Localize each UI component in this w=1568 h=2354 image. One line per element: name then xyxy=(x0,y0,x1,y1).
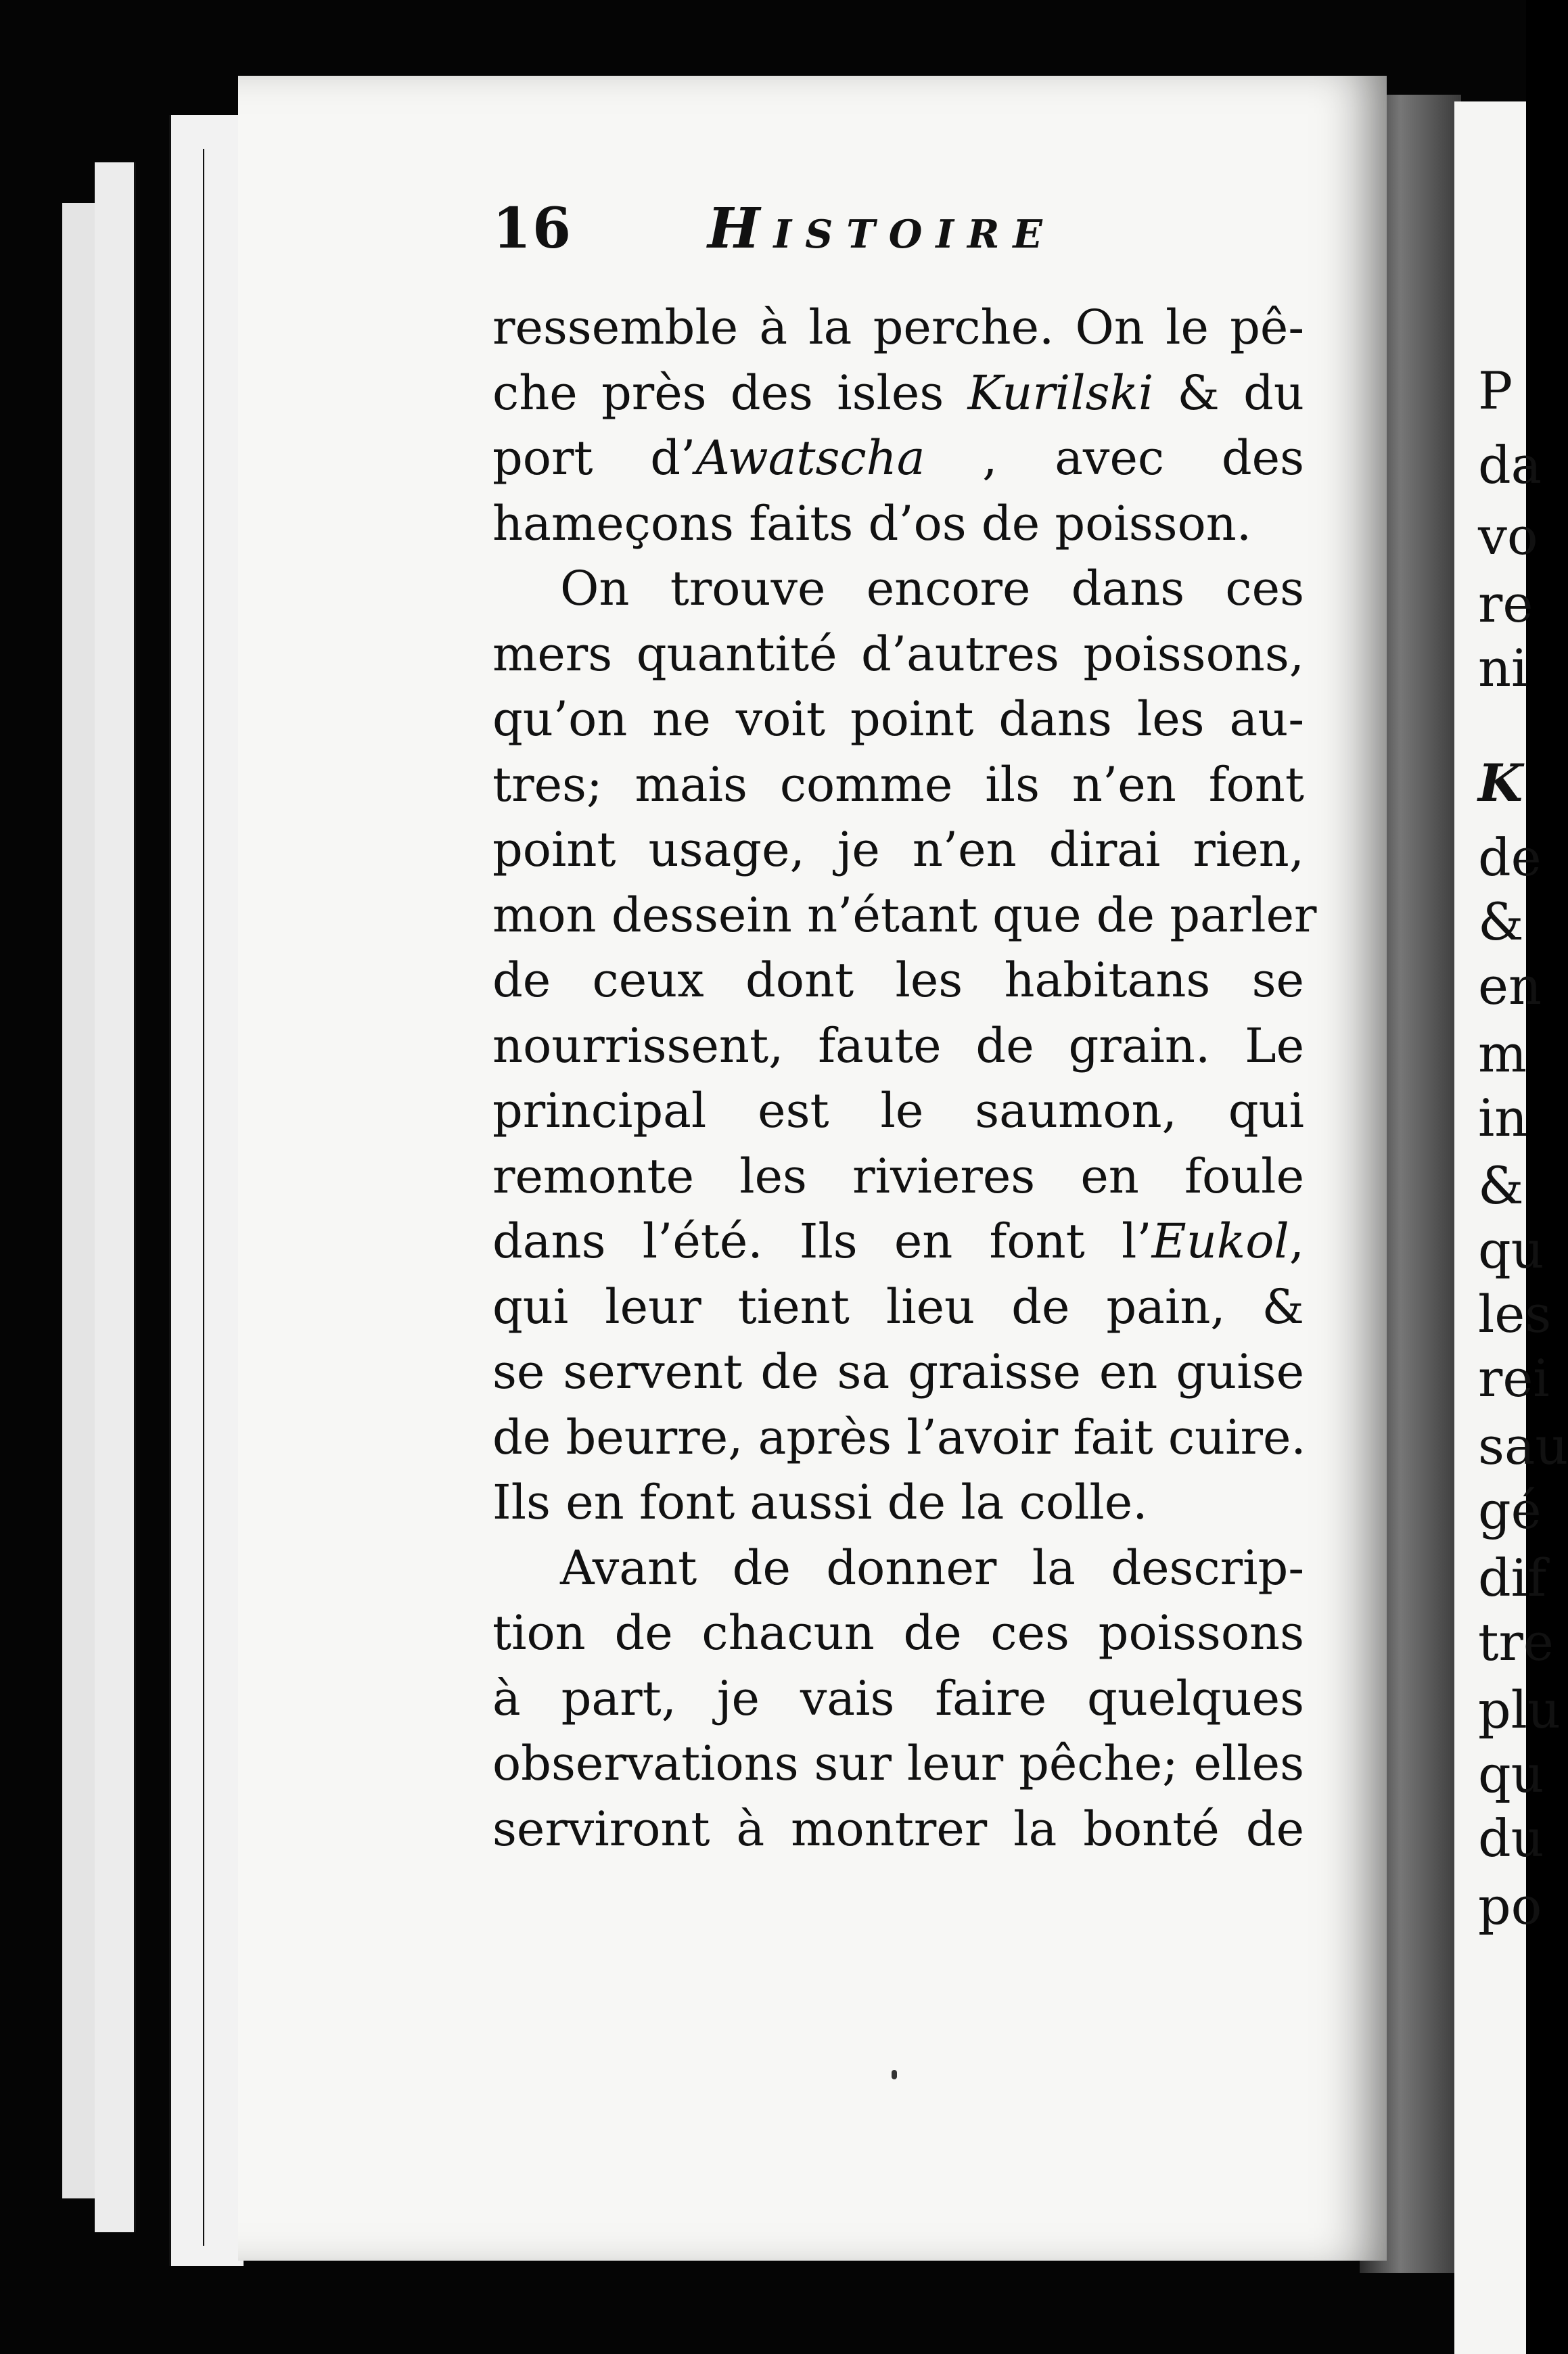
text-line xyxy=(492,556,1304,622)
text-run: qui leur tient lieu de pain, & xyxy=(492,1278,1304,1335)
page-edge-line xyxy=(169,115,171,2266)
text-run: qu’on ne voit point dans les au- xyxy=(492,691,1304,747)
italic-term: Awatscha xyxy=(695,430,925,486)
facing-fragment: sau xyxy=(1478,1416,1568,1476)
text-run: ressemble à la perche. On le pê- xyxy=(492,300,1304,355)
facing-fragment: dif xyxy=(1478,1548,1547,1608)
text-run: point usage, je n’en dirai rien, xyxy=(492,822,1304,877)
facing-fragment: po xyxy=(1478,1876,1542,1936)
page-edge-stack xyxy=(95,162,135,2232)
text-line xyxy=(492,1470,1304,1536)
facing-fragment: plu xyxy=(1478,1680,1561,1740)
text-line xyxy=(492,752,1304,818)
facing-fragment: vo xyxy=(1478,506,1538,566)
facing-fragment: de xyxy=(1478,827,1542,887)
text-line xyxy=(492,622,1304,687)
text-line xyxy=(492,295,1304,361)
text-line xyxy=(492,1666,1304,1732)
page-edge-line xyxy=(134,162,136,2232)
text-run: remonte les rivieres en foule xyxy=(492,1148,1304,1204)
text-line xyxy=(492,1339,1304,1405)
facing-fragment: en xyxy=(1478,956,1542,1016)
text-run: tres; mais comme ils n’en font xyxy=(492,756,1304,812)
text-run: tion de chacun de ces poissons xyxy=(492,1605,1304,1661)
italic-term: Eukol xyxy=(1151,1214,1289,1269)
text-line xyxy=(492,1144,1304,1209)
text-line xyxy=(492,491,1304,557)
body-text xyxy=(492,295,1317,1862)
text-run: Avant de donner la descrip- xyxy=(560,1540,1304,1596)
text-run: observations sur leur pêche; elles xyxy=(492,1736,1304,1791)
facing-fragment: re xyxy=(1478,574,1534,634)
facing-fragment: m xyxy=(1478,1023,1527,1084)
facing-fragment: qu xyxy=(1478,1220,1544,1280)
text-run: , xyxy=(1289,1214,1304,1269)
facing-fragment: da xyxy=(1478,435,1542,495)
text-run: serviront à montrer la bonté de xyxy=(492,1801,1304,1857)
italic-term: Kurilski xyxy=(967,365,1154,421)
text-line xyxy=(492,817,1304,883)
facing-fragment: qu xyxy=(1478,1744,1544,1804)
facing-fragment: les xyxy=(1478,1284,1552,1344)
text-line xyxy=(492,1600,1304,1666)
page-edge-stack xyxy=(169,115,244,2266)
text-line xyxy=(492,425,1304,491)
text-line xyxy=(492,948,1304,1013)
facing-fragment: & xyxy=(1478,1155,1524,1216)
text-line xyxy=(492,883,1317,948)
text-run: se servent de sa graisse en guise xyxy=(492,1344,1304,1400)
text-line xyxy=(492,1013,1304,1079)
text-run: che près des isles xyxy=(492,365,968,421)
text-line xyxy=(492,1209,1304,1274)
text-line xyxy=(492,361,1304,426)
facing-fragment: tre xyxy=(1478,1612,1554,1672)
text-run: principal est le saumon, qui xyxy=(492,1083,1304,1138)
facing-fragment: rei xyxy=(1478,1348,1550,1408)
text-line xyxy=(492,1731,1304,1797)
text-line xyxy=(492,687,1304,752)
text-line xyxy=(492,1078,1304,1144)
running-head xyxy=(492,196,1101,271)
page-edge-line xyxy=(203,149,204,2246)
facing-fragment: du xyxy=(1478,1808,1544,1868)
text-run: , avec des xyxy=(925,430,1304,486)
ink-speck xyxy=(892,2070,897,2079)
page-number: 16 xyxy=(492,196,573,261)
text-run: mon dessein n’étant que de parler xyxy=(492,887,1317,943)
text-run: Ils en font aussi de la colle. xyxy=(492,1475,1148,1530)
text-run: hameçons faits d’os de poisson. xyxy=(492,495,1252,551)
text-run: mers quantité d’autres poissons, xyxy=(492,626,1304,682)
text-run: de beurre, après l’avoir fait cuire. xyxy=(492,1409,1306,1465)
facing-fragment: ni xyxy=(1478,638,1528,698)
facing-fragment: K xyxy=(1478,753,1523,813)
text-run: port d’ xyxy=(492,430,696,486)
text-run: de ceux dont les habitans se xyxy=(492,952,1304,1008)
text-run: On trouve encore dans ces xyxy=(560,561,1304,616)
text-run: nourrissent, faute de grain. Le xyxy=(492,1017,1304,1074)
text-line xyxy=(492,1536,1304,1601)
running-title: Histoire xyxy=(708,196,1056,261)
facing-fragment: in xyxy=(1478,1088,1528,1148)
text-run: & du xyxy=(1153,365,1304,421)
text-line xyxy=(492,1274,1304,1340)
facing-fragment: gé xyxy=(1478,1480,1542,1540)
facing-fragment: & xyxy=(1478,892,1524,952)
text-line xyxy=(492,1797,1304,1862)
text-run: à part, je vais faire quelques xyxy=(492,1670,1304,1726)
facing-fragment: P xyxy=(1478,361,1513,421)
text-line xyxy=(492,1405,1304,1471)
text-run: dans l’été. Ils en font l’ xyxy=(492,1214,1152,1269)
